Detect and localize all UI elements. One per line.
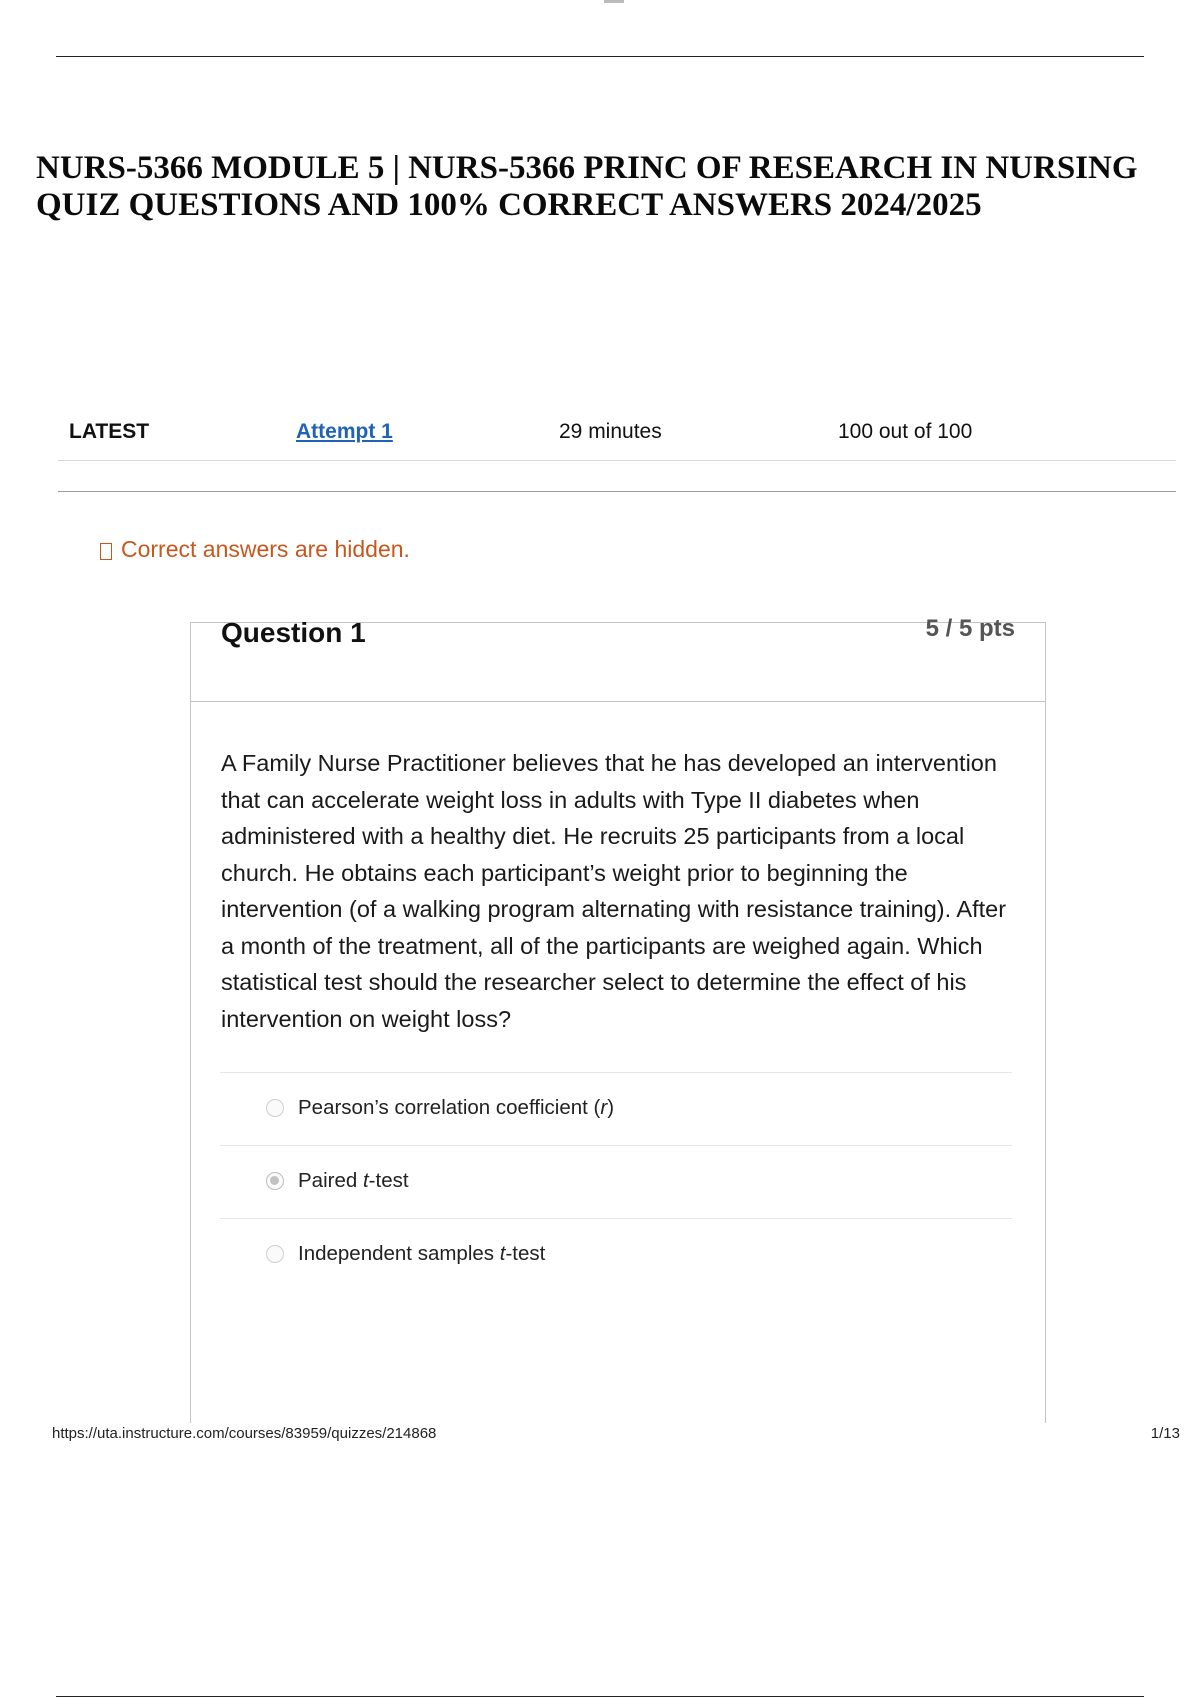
attempt-history-row [58,418,1176,461]
question-card [190,615,1046,1423]
info-box-icon [100,543,112,560]
answer-option[interactable] [220,1218,1012,1291]
question-header [191,615,1045,702]
section-divider [58,491,1176,492]
bottom-divider [56,1696,1144,1697]
header-mark [604,0,624,3]
answer-label: Paired t-test [298,1169,409,1192]
document-title [36,150,1166,224]
footer-url: https://uta.instructure.com/courses/83959/quizzes/214868 [52,1425,437,1442]
title-line-1: NURS-5366 MODULE 5 | NURS-5366 PRINC OF RESEARCH IN NURSING [36,150,1138,186]
radio-button-selected[interactable] [266,1172,284,1190]
title-line-2: QUIZ QUESTIONS AND 100% CORRECT ANSWERS 2024/2025 [36,187,982,223]
answer-label: Independent samples t-test [298,1242,546,1265]
attempt-score: 100 out of 100 [838,420,973,443]
radio-button[interactable] [266,1099,284,1117]
radio-button[interactable] [266,1245,284,1263]
question-text: A Family Nurse Practitioner believes that he has developed an intervention that can accelerate weight loss in adults with Type II diabetes when administered with a healthy diet. He recruits 25 participants from a local church. He obtains each participant’s weight prior to beginning the intervention (of a walking program alternating with resistance training). After a month of the treatment, all of the participants are weighed again. Which statistical test should the researcher select to determine the effect of his intervention on weight loss? [221,750,1007,1032]
attempt-status: LATEST [69,420,150,443]
question-points: 5 / 5 pts [925,615,1015,642]
attempt-duration: 29 minutes [559,420,662,443]
answer-option[interactable] [220,1072,1012,1145]
attempt-link[interactable]: Attempt 1 [296,420,393,443]
answer-option[interactable] [220,1145,1012,1218]
answers-hidden-notice [100,536,410,563]
answer-list [220,1072,1012,1291]
page-number: 1/13 [1150,1425,1180,1442]
top-divider [56,56,1144,57]
answer-label: Pearson’s correlation coefficient (r) [298,1096,615,1119]
question-title: Question 1 [221,617,366,648]
notice-text: Correct answers are hidden. [121,536,410,562]
